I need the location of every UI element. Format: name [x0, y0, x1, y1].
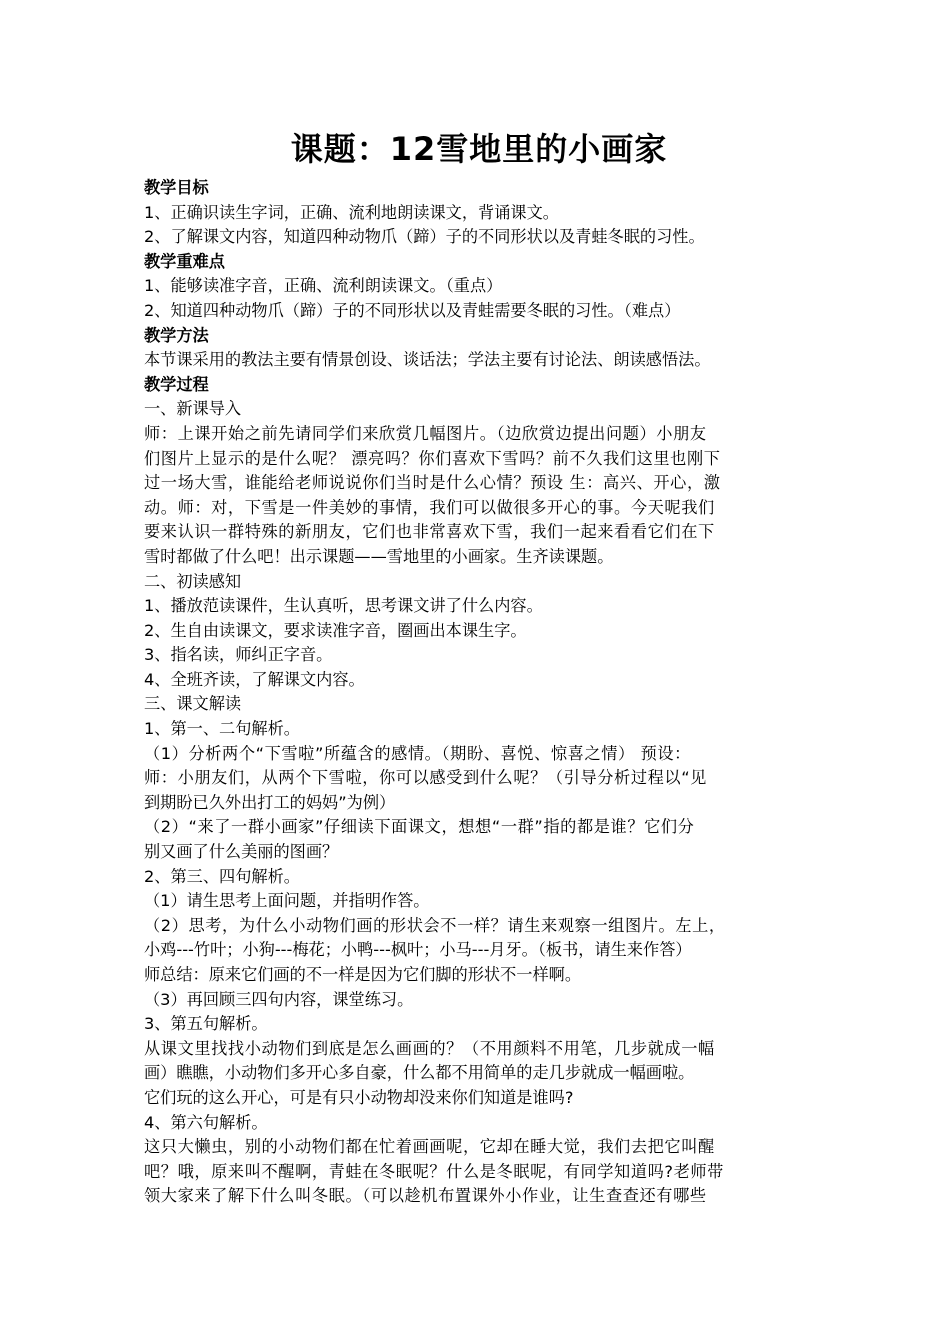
- paragraph-line: （1）请生思考上面问题，并指明作答。: [144, 891, 430, 911]
- paragraph-line: 吧？哦，原来叫不醒啊，青蛙在冬眠呢？什么是冬眠呢，有同学知道吗?老师带: [144, 1161, 724, 1181]
- paragraph-line: 过一场大雪，谁能给老师说说你们当时是什么心情？预设 生：高兴、开心，激: [144, 473, 721, 493]
- document-body: [144, 176, 814, 1209]
- paragraph-line: 2、第三、四句解析。: [144, 866, 300, 886]
- paragraph-line: 到期盼已久外出打工的妈妈”为例）: [144, 792, 396, 812]
- paragraph-line: 一、新课导入: [144, 399, 242, 419]
- paragraph-line: 动。师：对，下雪是一件美妙的事情，我们可以做很多开心的事。今天呢我们: [144, 497, 715, 517]
- document-page: [144, 0, 814, 1209]
- document-title: 课题：12雪地里的小画家: [290, 130, 668, 168]
- paragraph-line: 2、生自由读课文，要求读准字音，圈画出本课生字。: [144, 620, 527, 640]
- paragraph-line: 1、能够读准字音，正确、流利朗读课文。（重点）: [144, 276, 503, 296]
- paragraph-line: 师总结：原来它们画的不一样是因为它们脚的形状不一样啊。: [144, 965, 582, 984]
- paragraph-line: 雪时都做了什么吧！出示课题——雪地里的小画家。生齐读课题。: [144, 546, 614, 566]
- paragraph-line: 师：上课开始之前先请同学们来欣赏几幅图片。（边欣赏边提出问题）小朋友: [144, 423, 707, 443]
- paragraph-line: 三、课文解读: [144, 694, 242, 714]
- paragraph-line: 们图片上显示的是什么呢？ 漂亮吗？你们喜欢下雪吗？前不久我们这里也刚下: [144, 448, 721, 468]
- paragraph-line: 要来认识一群特殊的新朋友，它们也非常喜欢下雪，我们一起来看看它们在下: [144, 522, 715, 542]
- paragraph-line: 2、了解课文内容，知道四种动物爪（蹄）子的不同形状以及青蛙冬眠的习性。: [144, 227, 705, 247]
- paragraph-line: 本节课采用的教法主要有情景创设、谈话法；学法主要有讨论法、朗读感悟法。: [144, 350, 711, 370]
- paragraph-line: 4、全班齐读，了解课文内容。: [144, 669, 365, 689]
- paragraph-line: 别又画了什么美丽的图画？: [144, 842, 339, 862]
- paragraph-line: 4、第六句解析。: [144, 1112, 268, 1132]
- paragraph-line: 这只大懒虫，别的小动物们都在忙着画画呢，它却在睡大觉，我们去把它叫醒: [144, 1137, 715, 1157]
- section-heading: 教学重难点: [144, 251, 225, 271]
- paragraph-line: 2、知道四种动物爪（蹄）子的不同形状以及青蛙需要冬眠的习性。（难点）: [144, 300, 681, 320]
- paragraph-line: 它们玩的这么开心，可是有只小动物却没来你们知道是谁吗?: [144, 1087, 574, 1107]
- paragraph-line: 画）瞧瞧，小动物们多开心多自豪，什么都不用简单的走几步就成一幅画啦。: [144, 1063, 695, 1083]
- paragraph-line: 小鸡---竹叶；小狗---梅花；小鸭---枫叶；小马---月牙。（板书，请生来作答）: [144, 940, 692, 960]
- paragraph-line: 3、指名读，师纠正字音。: [144, 645, 333, 665]
- paragraph-line: 3、第五句解析。: [144, 1014, 268, 1034]
- paragraph-line: 1、正确识读生字词，正确、流利地朗读课文，背诵课文。: [144, 202, 559, 222]
- section-heading: 教学方法: [144, 325, 209, 345]
- paragraph-line: （3）再回顾三四句内容，课堂练习。: [144, 989, 414, 1009]
- section-heading: 教学过程: [144, 374, 209, 394]
- section-heading: 教学目标: [144, 178, 209, 197]
- paragraph-line: （2）思考，为什么小动物们画的形状会不一样？请生来观察一组图片。左上，: [144, 915, 726, 935]
- paragraph-line: 1、播放范读课件，生认真听，思考课文讲了什么内容。: [144, 596, 543, 616]
- paragraph-line: 领大家来了解下什么叫冬眠。（可以趁机布置课外小作业，让生查查还有哪些: [144, 1186, 707, 1206]
- paragraph-line: 从课文里找找小动物们到底是怎么画画的？（不用颜料不用笔，几步就成一幅: [144, 1038, 715, 1058]
- paragraph-line: （1）分析两个“下雪啦”所蕴含的感情。（期盼、喜悦、惊喜之情） 预设：: [144, 743, 691, 763]
- paragraph-line: 师：小朋友们，从两个下雪啦，你可以感受到什么呢？（引导分析过程以“见: [144, 768, 707, 788]
- paragraph-line: 二、初读感知: [144, 571, 242, 591]
- paragraph-line: 1、第一、二句解析。: [144, 719, 300, 739]
- paragraph-line: （2）“来了一群小画家”仔细读下面课文，想想“一群”指的都是谁？它们分: [144, 817, 695, 837]
